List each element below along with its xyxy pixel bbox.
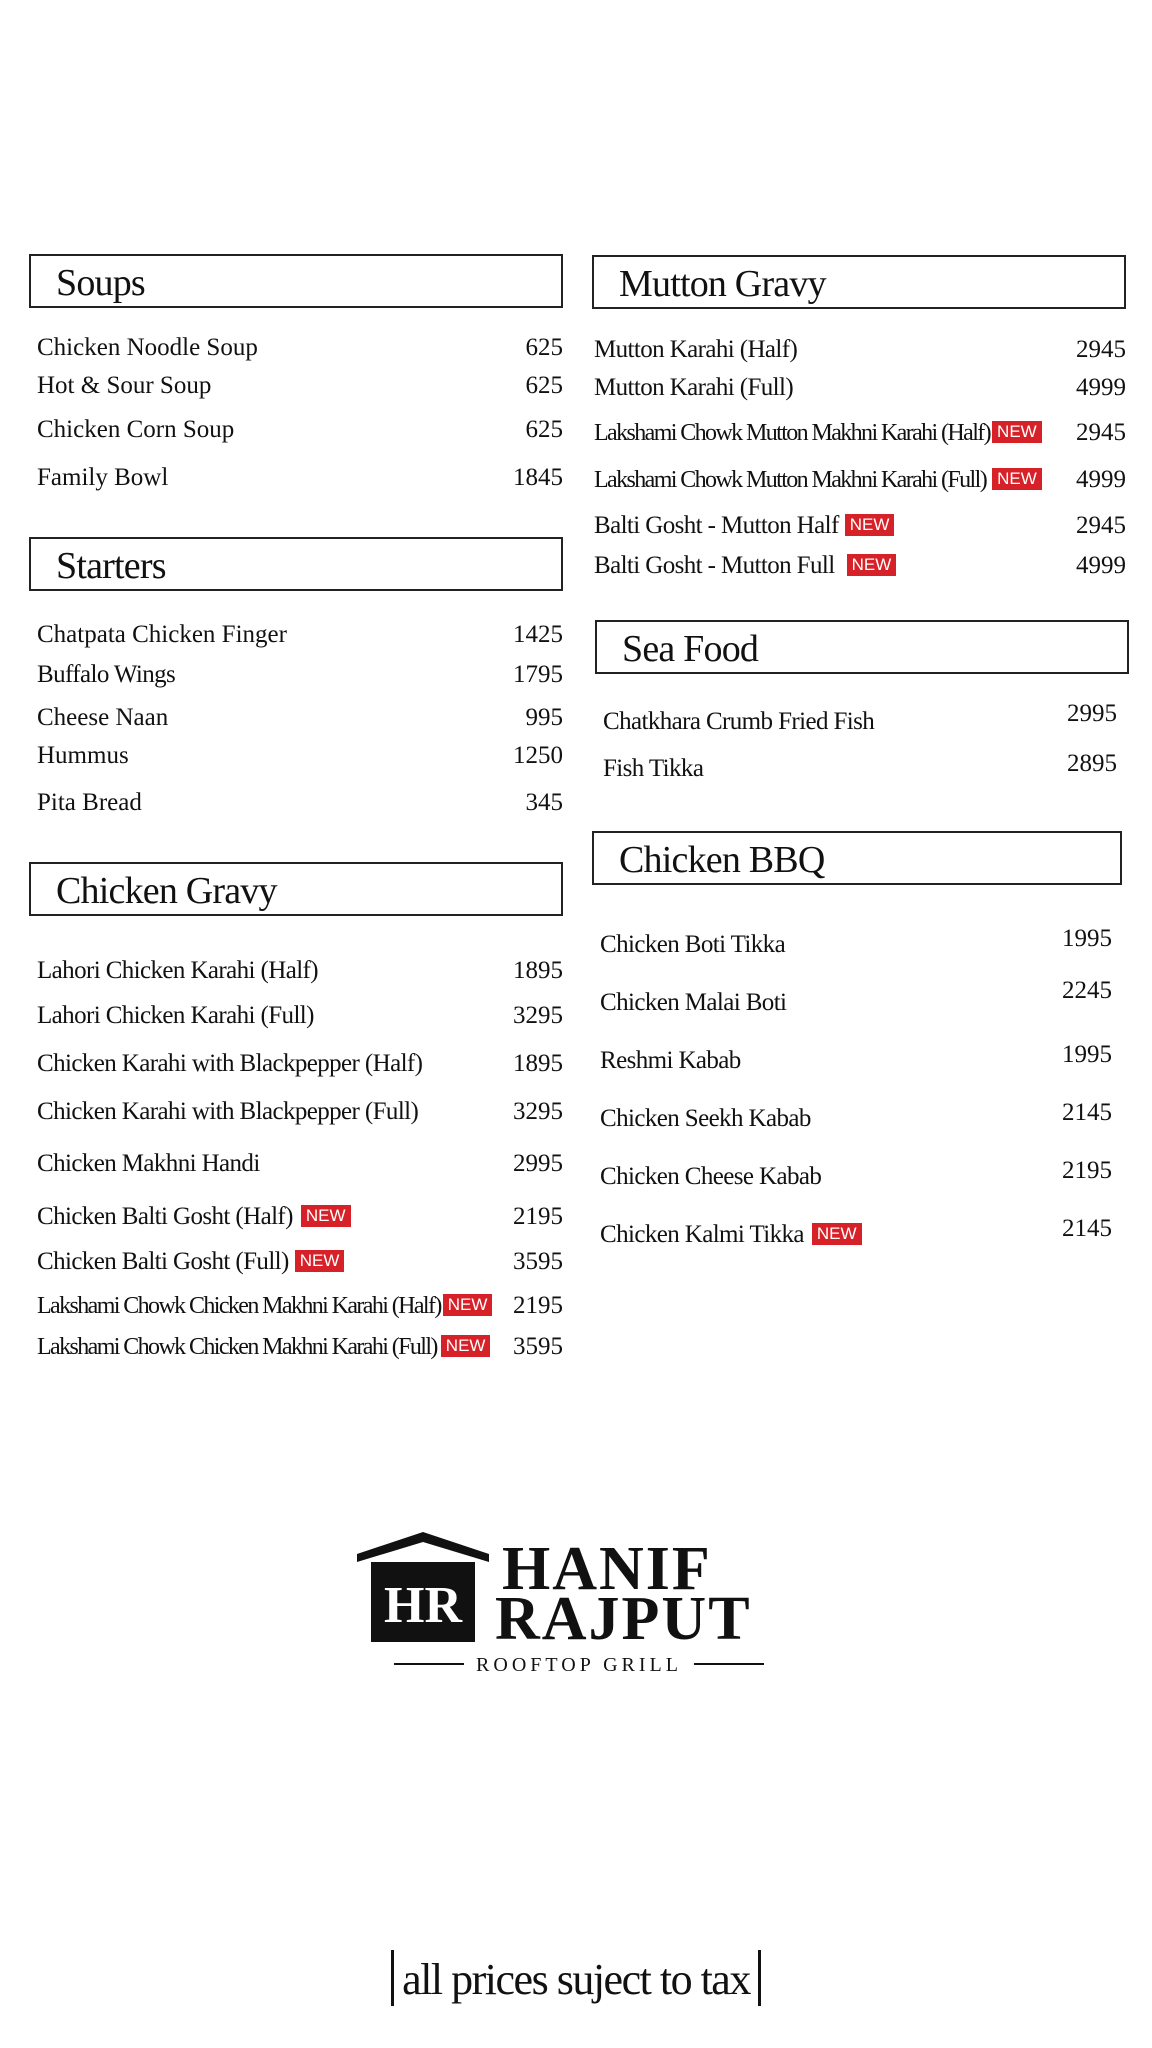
item-name: Hummus: [37, 742, 129, 769]
monogram: HR: [384, 1577, 462, 1634]
item-price: 1250: [513, 742, 563, 769]
item-name: [600, 1219, 862, 1251]
tax-note: [0, 1950, 1152, 2006]
item-price: 3595: [513, 1333, 563, 1360]
section-starters: [29, 537, 563, 816]
item-label: Chicken Balti Gosht (Full): [37, 1248, 289, 1275]
item-price: 1995: [1062, 925, 1112, 952]
menu-item: [37, 619, 563, 659]
menu-item: [37, 659, 563, 699]
item-price: 625: [525, 416, 563, 443]
item-label: Balti Gosht - Mutton Half: [594, 512, 839, 539]
item-price: 1995: [1062, 1041, 1112, 1068]
new-badge: NEW: [847, 554, 897, 576]
item-price: 4999: [1076, 374, 1126, 401]
menu-item: [594, 334, 1126, 374]
item-label: Lakshami Chowk Chicken Makhni Karahi (Half): [37, 1293, 441, 1319]
item-price: 2145: [1062, 1215, 1112, 1242]
menu-item: [594, 510, 1126, 550]
new-badge: NEW: [992, 421, 1042, 443]
item-name: Chicken Cheese Kabab: [600, 1163, 822, 1190]
menu-item: [594, 417, 1126, 457]
item-label: Lakshami Chowk Mutton Makhni Karahi (Half): [594, 420, 991, 446]
item-name: [594, 550, 896, 582]
menu-item: [37, 1096, 563, 1136]
item-name: Lahori Chicken Karahi (Half): [37, 957, 318, 984]
item-name: Chicken Corn Soup: [37, 416, 235, 443]
item-label: Chicken Balti Gosht (Half): [37, 1203, 293, 1230]
item-name: Reshmi Kabab: [600, 1047, 741, 1074]
new-badge: NEW: [992, 468, 1042, 490]
section-header: [592, 255, 1126, 309]
menu-item: [37, 955, 563, 995]
section-chicken-gravy: [29, 862, 563, 1360]
item-price: 345: [525, 789, 563, 816]
menu-item: [37, 1201, 563, 1241]
item-name: [37, 1246, 344, 1278]
item-name: Hot & Sour Soup: [37, 372, 212, 399]
item-name: [37, 1201, 351, 1233]
item-name: Lahori Chicken Karahi (Full): [37, 1002, 314, 1029]
item-price: 2945: [1076, 336, 1126, 363]
item-price: 3595: [513, 1248, 563, 1275]
menu-item: [600, 1097, 1112, 1137]
menu-item: [37, 1290, 563, 1330]
logo-tagline: [357, 1654, 801, 1677]
menu-item: [37, 1331, 563, 1371]
new-badge: NEW: [301, 1205, 351, 1227]
item-name: Chicken Seekh Kabab: [600, 1105, 811, 1132]
section-chicken-bbq: [592, 831, 1122, 1248]
new-badge: NEW: [295, 1250, 345, 1272]
item-price: 4999: [1076, 552, 1126, 579]
menu-item: [37, 332, 563, 372]
section-header: [29, 254, 563, 308]
house-emblem-icon: [357, 1532, 489, 1644]
item-name: [594, 510, 894, 542]
item-label: Chicken Kalmi Tikka: [600, 1221, 804, 1248]
item-price: 1895: [513, 957, 563, 984]
item-price: 995: [525, 704, 563, 731]
item-name: Buffalo Wings: [37, 661, 176, 688]
item-price: 2145: [1062, 1099, 1112, 1126]
menu-item: [600, 1155, 1112, 1195]
item-price: 2995: [1067, 700, 1117, 727]
tagline-text: ROOFTOP GRILL: [476, 1654, 682, 1676]
section-title: Sea Food: [622, 628, 759, 670]
menu-item: [600, 977, 1112, 1021]
menu-item: [37, 1000, 563, 1040]
menu-item: [37, 370, 563, 410]
item-name: Chicken Karahi with Blackpepper (Full): [37, 1098, 419, 1125]
menu-item: [603, 700, 1117, 740]
item-name: Mutton Karahi (Full): [594, 374, 794, 401]
item-label: Lakshami Chowk Mutton Makhni Karahi (Full): [594, 467, 987, 493]
section-header: [29, 862, 563, 916]
new-badge: NEW: [441, 1335, 491, 1357]
logo-line2: RAJPUT: [495, 1585, 752, 1653]
menu-item: [600, 923, 1112, 963]
section-sea-food: [595, 620, 1129, 782]
tax-note-text: all prices suject to tax: [402, 1955, 750, 2004]
item-name: Chicken Karahi with Blackpepper (Half): [37, 1050, 423, 1077]
menu-item: [594, 464, 1126, 504]
divider: [758, 1950, 761, 2006]
item-price: 2245: [1062, 977, 1112, 1004]
item-price: 3295: [513, 1098, 563, 1125]
item-name: Chatkhara Crumb Fried Fish: [603, 708, 875, 735]
menu-item: [594, 372, 1126, 412]
item-name: Chicken Makhni Handi: [37, 1150, 260, 1177]
section-title: Mutton Gravy: [619, 263, 826, 305]
menu-item: [594, 550, 1126, 590]
section-soups: [29, 254, 563, 491]
item-name: [594, 417, 1042, 449]
section-title: Chicken BBQ: [619, 839, 825, 881]
divider: [391, 1950, 394, 2006]
menu-item: [603, 746, 1117, 786]
menu-item: [600, 1213, 1112, 1253]
item-price: 2945: [1076, 419, 1126, 446]
item-name: Cheese Naan: [37, 704, 169, 731]
item-name: Chicken Noodle Soup: [37, 334, 258, 361]
logo-line1: HANIF: [502, 1535, 712, 1603]
menu-item: [37, 702, 563, 742]
section-title: Starters: [56, 545, 166, 587]
item-price: 2995: [513, 1150, 563, 1177]
menu-item: [37, 1048, 563, 1088]
item-name: Chicken Boti Tikka: [600, 931, 786, 958]
item-price: 625: [525, 372, 563, 399]
section-title: Soups: [56, 262, 145, 304]
item-price: 4999: [1076, 466, 1126, 493]
menu-item: [37, 414, 563, 454]
item-price: 1895: [513, 1050, 563, 1077]
section-title: Chicken Gravy: [56, 870, 277, 912]
item-name: Chatpata Chicken Finger: [37, 621, 287, 648]
item-price: 1845: [513, 464, 563, 491]
section-header: [592, 831, 1122, 885]
section-header: [595, 620, 1129, 674]
item-name: Fish Tikka: [603, 755, 704, 782]
menu-item: [37, 787, 563, 827]
new-badge: NEW: [812, 1223, 862, 1245]
menu-item: [37, 1246, 563, 1286]
new-badge: NEW: [845, 514, 895, 536]
item-price: 625: [525, 334, 563, 361]
item-name: [37, 1331, 490, 1363]
item-name: [37, 1290, 492, 1322]
section-mutton-gravy: [592, 255, 1126, 579]
item-label: Balti Gosht - Mutton Full: [594, 552, 835, 579]
item-price: 2195: [513, 1203, 563, 1230]
menu-item: [37, 462, 563, 502]
item-name: Family Bowl: [37, 464, 169, 491]
item-price: 2195: [1062, 1157, 1112, 1184]
item-price: 3295: [513, 1002, 563, 1029]
item-price: 1795: [513, 661, 563, 688]
new-badge: NEW: [443, 1294, 493, 1316]
item-name: Pita Bread: [37, 789, 142, 816]
item-name: [594, 464, 1042, 496]
item-label: Lakshami Chowk Chicken Makhni Karahi (Full): [37, 1334, 437, 1360]
item-price: 2945: [1076, 512, 1126, 539]
brand-logo: [357, 1532, 801, 1680]
item-price: 2195: [513, 1292, 563, 1319]
item-price: 1425: [513, 621, 563, 648]
item-name: Mutton Karahi (Half): [594, 336, 798, 363]
menu-item: [37, 1148, 563, 1188]
item-price: 2895: [1067, 750, 1117, 777]
menu-item: [37, 740, 563, 780]
item-name: Chicken Malai Boti: [600, 989, 787, 1016]
menu-item: [600, 1039, 1112, 1079]
section-header: [29, 537, 563, 591]
